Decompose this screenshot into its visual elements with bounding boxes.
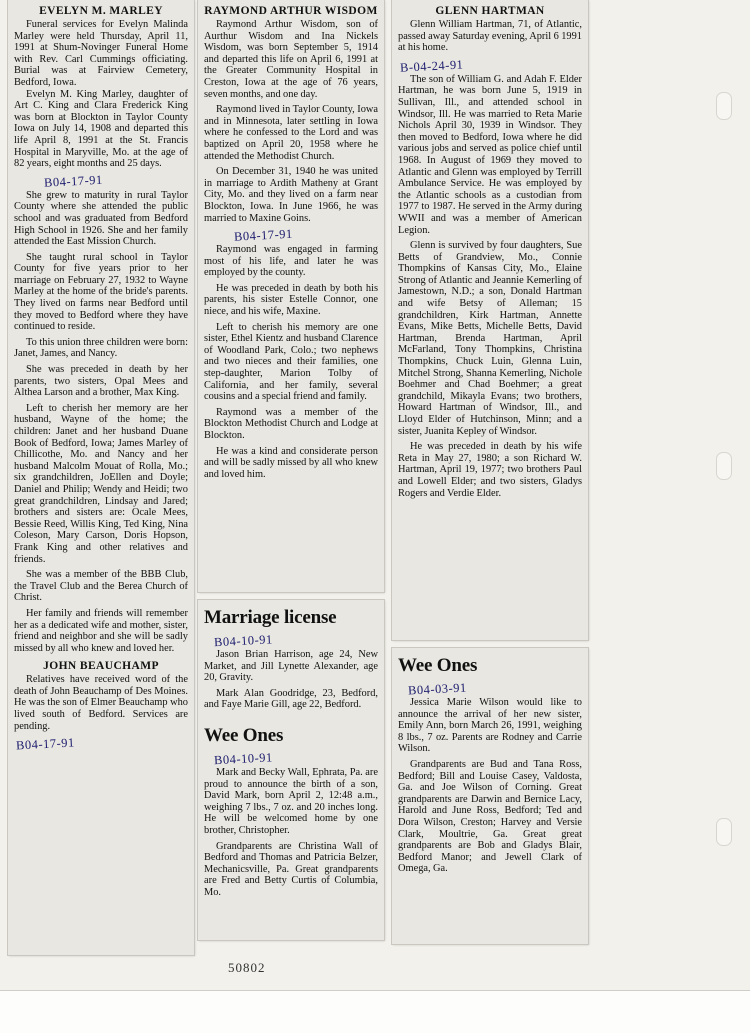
obituary-paragraph: Left to cherish her memory are her husband, Wayne of the home; the children: Janet and her husband Duane Book of Bedford, Iowa; James Marley of Chillicothe, Mo. and Nancy and her husband Malcolm Mouat of Rolla, Mo.; six grandchildren, JoEllen and Doyle; Daniel and Philip; Wendy and Heidi; two great grandchildren, Lindsay and Jared; brothers and sisters are: Ocale Mees, Bessie Reed, Willis King, Ted King, Nina Coleson, Mary Carson, Doris Hopson, Frank King and other relatives and friends.	[14, 402, 188, 565]
archive-stamp: B04-17-91	[43, 172, 104, 190]
obituary-headline-evelyn-marley: EVELYN M. MARLEY	[39, 5, 163, 17]
archive-stamp: B04-10-91	[213, 632, 274, 650]
obituary-headline-raymond-wisdom: RAYMOND ARTHUR WISDOM	[204, 5, 378, 17]
archive-stamp: B04-17-91	[233, 226, 294, 244]
obituary-paragraph: She grew to maturity in rural Taylor County where she attended the public school and was graduated from Bedford High School in 1926. She and her family attended the East Mission Church.	[14, 189, 188, 248]
obituary-paragraph: Evelyn M. King Marley, daughter of Art C. King and Clara Frederick King was born at Blockton in Taylor County Iowa on July 14, 1908 and departed this life April 8, 1991 at the St. Francis Hospital in Maryville, Mo. at the age of 82 years, eight months and 25 days.	[14, 88, 188, 170]
obituary-headline-glenn-hartman: GLENN HARTMAN	[435, 5, 545, 17]
archive-stamp: B04-03-91	[407, 680, 468, 698]
clipping-column-3-bottom	[392, 648, 588, 944]
obituary-paragraph: He was preceded in death by his wife Reta in May 27, 1980; a son Richard W. Hartman, April 19, 1977; two brothers Paul and Lowell Elder; and two sisters, Gladys Rogers and Verdie Elder.	[398, 441, 582, 499]
archive-stamp: B04-10-91	[213, 750, 274, 768]
obituary-paragraph: She was preceded in death by her parents, two sisters, Opal Mees and Althea Larson and a brother, Max King.	[14, 364, 188, 399]
section-headline-wee-ones: Wee Ones	[204, 724, 284, 746]
obituary-paragraph: Raymond was a member of the Blockton Methodist Church and Lodge at Blockton.	[204, 406, 378, 441]
archive-stamp: B-04-24-91	[399, 57, 464, 75]
obituary-paragraph: The son of William G. and Adah F. Elder Hartman, he was born June 5, 1919 in Sullivan, Ill., and attended school in Windsor, Ill. He was married to Reta Marie Nichols April 30, 1939 in Windsor. They then moved to Bedford, Iowa where he did various jobs and served as police chief until 1968. In August of 1969 they moved to Atlantic and Glenn was employed by Terrill Ambulance Service. He was employed by the Atlantic schools as a custodian from 1977 to 1987. He served in the Army during WWII and was a member of American Legion.	[398, 73, 582, 236]
obituary-headline-john-beauchamp: JOHN BEAUCHAMP	[43, 660, 159, 673]
obituary-paragraph: Glenn William Hartman, 71, of Atlantic, passed away Saturday evening, April 6 1991 at his home.	[398, 19, 582, 54]
obituary-paragraph: Funeral services for Evelyn Malinda Marley were held Thursday, April 11, 1991 at Shum-Novinger Funeral Home with Rev. Carl Cummings officiating. Burial was at Fairview Cemetery, Bedford, Iowa.	[14, 19, 188, 88]
archive-stamp: B04-17-91	[15, 735, 76, 753]
birth-announcement: Mark and Becky Wall, Ephrata, Pa. are proud to announce the birth of a son, David Mark, born April 2, 12:48 a.m., weighing 7 lbs., 7 oz. and 20 inches long. He will be welcomed home by one brother, Christopher.	[204, 766, 378, 836]
obituary-paragraph: Left to cherish his memory are one sister, Ethel Kientz and husband Clarence of Woodland Park, Colo.; two nephews and two nieces and their families, one step-daughter, Marion Tolby of California, and her family, several cousins and a special friend and family.	[204, 321, 378, 403]
page-bottom-rule	[0, 990, 750, 991]
clipping-column-1	[8, 0, 194, 955]
section-headline-wee-ones: Wee Ones	[398, 655, 478, 676]
obituary-paragraph: Glenn is survived by four daughters, Sue Betts of Grandview, Mo., Connie Thompkins of Kansas City, Mo., Elaine Strong of Atlantic and Jeannie Kemerling of Jamestown, N.D.; a son, Donald Hartman and wife Betsy of Alleman; 15 grandchildren, Kirk Hartman, Annette Evans, Mike Betts, Michelle Betts, David Hartman, Brenda Hartman, April McFarland, Tony Thompkins, Christina Thompkins, Chuck Luin, Glenna Luin, Mitchel Strong, Shanna Kemerling, Nichole Boehmer and Chad Boehmer; a great grandchild, Mikayla Evans; two brothers, Howard Hartman of Windsor, Ill., and Lloyd Elder of Hutchinson, Minn; and a sister, Juanita Kepley of Windsor.	[398, 240, 582, 437]
obituary-paragraph: Raymond Arthur Wisdom, son of Aurthur Wisdom and Ina Nickels Wisdom, was born September 5, 1914 and departed this life on April 6, 1991 at the Greater Community Hospital in Creston, Iowa at the age of 76 years, seven months, and one day.	[204, 19, 378, 100]
hole-punch-mark	[716, 92, 732, 120]
clipping-column-3-top	[392, 0, 588, 640]
marriage-license-entry: Mark Alan Goodridge, 23, Bedford, and Faye Marie Gill, age 22, Bedford.	[204, 687, 378, 711]
obituary-paragraph: Relatives have received word of the death of John Beauchamp of Des Moines. He was the son of Elmer Beauchamp who lived south of Bedford. Services are pending.	[14, 674, 188, 732]
obituary-paragraph: To this union three children were born: Janet, James, and Nancy.	[14, 336, 188, 360]
birth-announcement: Grandparents are Bud and Tana Ross, Bedford; Bill and Louise Casey, Valdosta, Ga. and Joe Wilson of Corning. Great grandparents are Darwin and Bernice Lacy, Harold and June Ross, Bedford; Ted and Dora Wilson, Creston; Harvey and Versie Clark, Moultrie, Ga. Great great grandparents are Bob and Gladys Blair, Bedford Manor; and Jewell Clark of Omega, Ga.	[398, 758, 582, 875]
hole-punch-mark	[716, 452, 732, 480]
marriage-license-entry: Jason Brian Harrison, age 24, New Market, and Jill Lynette Alexander, age 20, Gravity.	[204, 649, 378, 684]
pencil-note: 50802	[228, 960, 266, 975]
clipping-column-2-top	[198, 0, 384, 592]
obituary-paragraph: Her family and friends will remember her as a dedicated wife and mother, sister, friend and neighbor and she will be sadly missed by all who knew and loved her.	[14, 607, 188, 654]
obituary-paragraph: She taught rural school in Taylor County for five years prior to her marriage on February 27, 1932 to Wayne Marley at the home of the bride's parents. They lived on farms near Bedford until they moved to Bedford where they have continued to reside.	[14, 251, 188, 333]
hole-punch-mark	[716, 818, 732, 846]
birth-announcement: Jessica Marie Wilson would like to announce the arrival of her new sister, Emily Ann, born March 26, 1991, weighing 8 lbs., 7 oz. Parents are Rodney and Carrie Wilson.	[398, 697, 582, 755]
birth-announcement: Grandparents are Christina Wall of Bedford and Thomas and Patricia Belzer, Mechanicsville, Pa. Great grandparents are Fred and Betty Curtis of Columbia, Mo.	[204, 840, 378, 898]
obituary-paragraph: He was a kind and considerate person and will be sadly missed by all who knew and loved him.	[204, 445, 378, 480]
clipping-column-2-bottom	[198, 600, 384, 940]
obituary-paragraph: She was a member of the BBB Club, the Travel Club and the Berea Church of Christ.	[14, 569, 188, 604]
obituary-paragraph: Raymond lived in Taylor County, Iowa and in Minnesota, later settling in Iowa where he confessed to the Lord and was baptized on April 20, 1958 where he attended the Methodist Church.	[204, 104, 378, 162]
obituary-paragraph: On December 31, 1940 he was united in marriage to Ardith Matheny at Grant City, Mo. and they lived on a farm near Blockton, Iowa. In June 1966, he was married to Maxine Goins.	[204, 166, 378, 224]
section-headline-marriage-license: Marriage license	[204, 607, 337, 628]
obituary-paragraph: Raymond was engaged in farming most of his life, and later he was employed by the county.	[204, 244, 378, 279]
obituary-paragraph: He was preceded in death by both his parents, his sister Estelle Connor, one niece, and his wife, Maxine.	[204, 282, 378, 318]
